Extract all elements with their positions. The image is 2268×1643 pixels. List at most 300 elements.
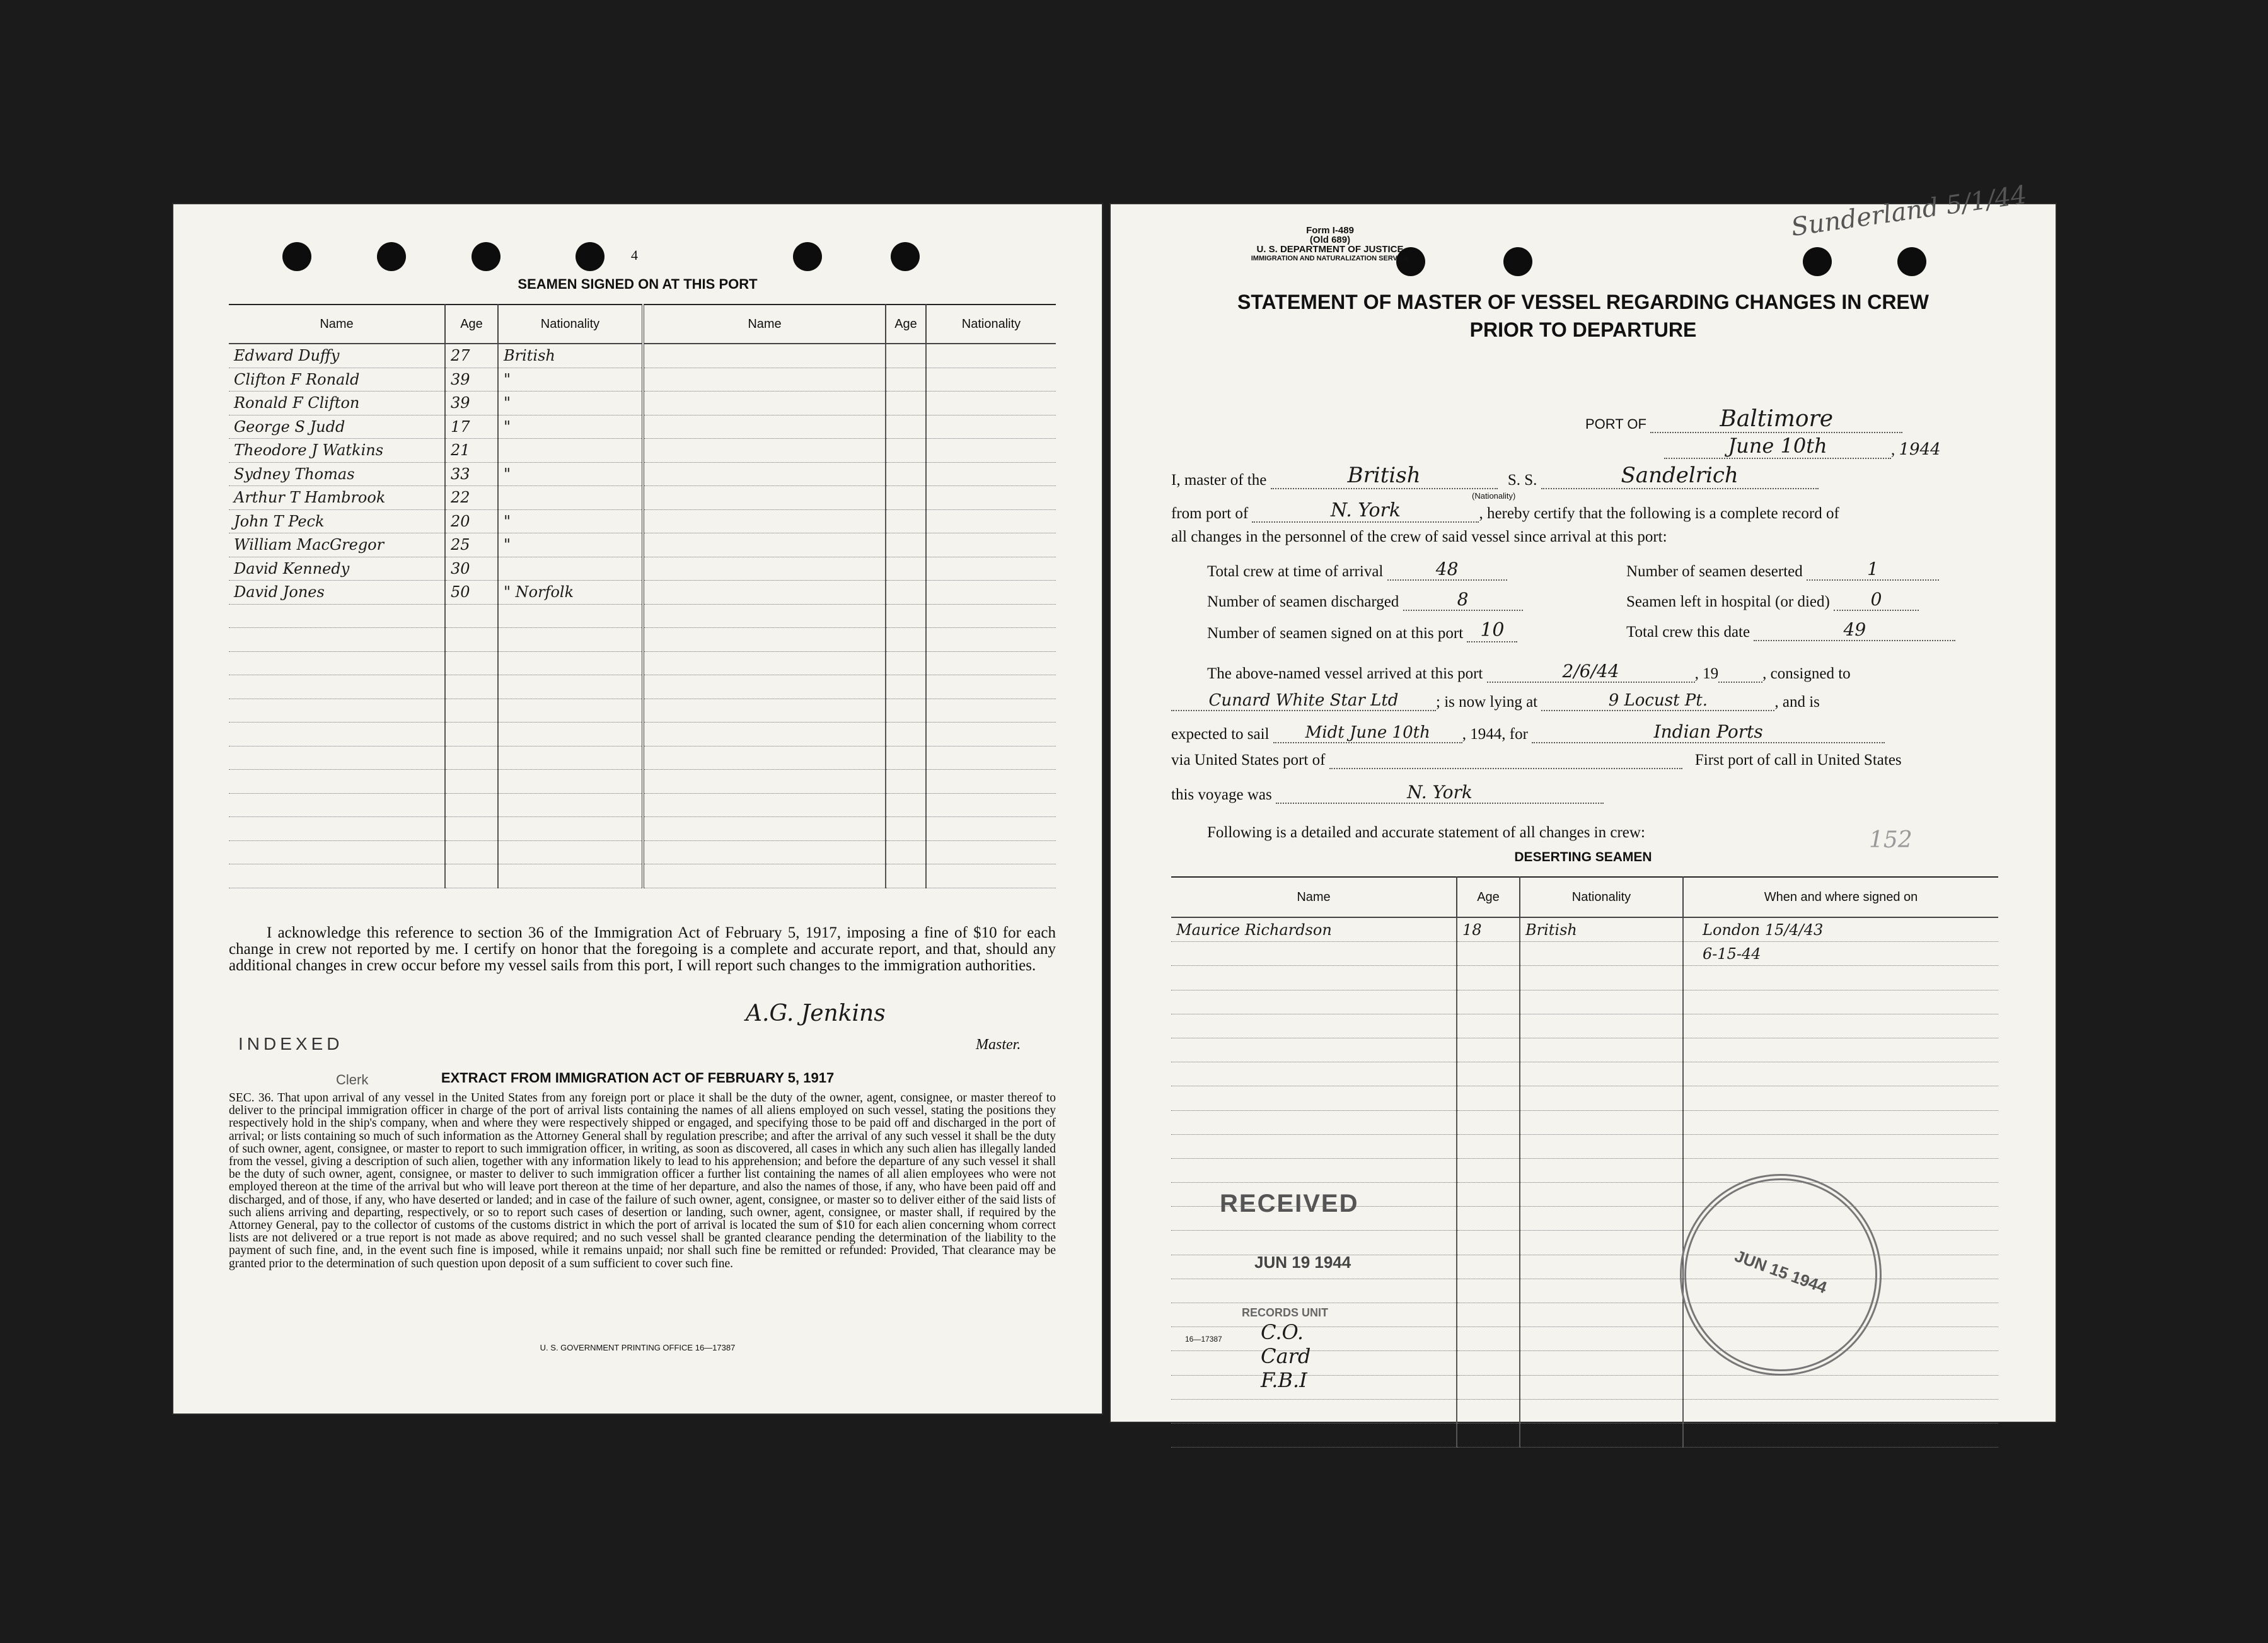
lying-value: 9 Locust Pt. xyxy=(1541,691,1774,711)
total-crew-arrival-label: Total crew at time of arrival xyxy=(1207,563,1384,580)
name-cell: Arthur T Hambrook xyxy=(229,486,445,510)
date-row: June 10th , 1944 xyxy=(1664,434,1941,459)
table-row xyxy=(229,675,1056,699)
name-cell xyxy=(643,604,886,628)
age-cell xyxy=(886,557,926,581)
table-row xyxy=(229,746,1056,770)
table-row xyxy=(1171,942,1998,966)
punch-hole xyxy=(793,242,822,271)
crew-rows xyxy=(229,344,1056,888)
age-cell xyxy=(886,699,926,723)
received-date: JUN 19 1944 xyxy=(1254,1253,1351,1272)
blank-line xyxy=(1718,682,1762,683)
nationality-cell xyxy=(1520,1255,1683,1279)
nationality-cell xyxy=(498,817,643,841)
destination-value: Indian Ports xyxy=(1532,721,1885,743)
total-crew-date-value: 49 xyxy=(1754,619,1955,641)
expected-year: , 1944, for xyxy=(1462,726,1528,743)
table-row xyxy=(1171,1110,1998,1134)
nationality-cell xyxy=(926,462,1056,486)
column-header: Nationality xyxy=(1520,877,1683,917)
name-cell xyxy=(643,439,886,463)
year-value: 1944 xyxy=(1899,440,1941,459)
age-cell xyxy=(886,864,926,888)
nationality-cell xyxy=(498,746,643,770)
table-row xyxy=(229,533,1056,557)
table-row xyxy=(229,486,1056,510)
table-row xyxy=(229,392,1056,415)
signed-cell xyxy=(1683,1375,1998,1399)
age-cell xyxy=(886,486,926,510)
age-cell: 30 xyxy=(445,557,498,581)
consigned-label: , consigned to xyxy=(1762,665,1851,682)
expected-label: expected to sail xyxy=(1171,726,1270,743)
name-cell xyxy=(643,509,886,533)
age-cell xyxy=(445,793,498,817)
punch-hole xyxy=(377,242,406,271)
nationality-cell xyxy=(1520,1038,1683,1062)
nationality-cell xyxy=(926,439,1056,463)
name-cell xyxy=(1171,1110,1457,1134)
lying-label: ; is now lying at xyxy=(1436,694,1538,711)
nationality-cell: " Norfolk xyxy=(498,581,643,605)
nationality-cell xyxy=(926,509,1056,533)
nationality-cell xyxy=(926,770,1056,794)
nationality-cell xyxy=(1520,1351,1683,1375)
via-row xyxy=(1171,752,1902,769)
routing-note: Card xyxy=(1261,1344,1311,1368)
deserted-label: Number of seamen deserted xyxy=(1626,563,1803,580)
hospital-label: Seamen left in hospital (or died) xyxy=(1626,593,1830,610)
name-cell xyxy=(643,746,886,770)
margin-number: 152 xyxy=(1869,827,1912,853)
name-cell xyxy=(229,628,445,652)
name-cell xyxy=(1171,1399,1457,1423)
department: U. S. DEPARTMENT OF JUSTICE xyxy=(1256,244,1404,255)
age-cell xyxy=(886,770,926,794)
form-title-line2: PRIOR TO DEPARTURE xyxy=(1469,318,1697,341)
name-cell xyxy=(1171,966,1457,990)
nationality-cell xyxy=(926,344,1056,368)
nationality-cell xyxy=(1520,1303,1683,1327)
nationality-cell: " xyxy=(498,415,643,439)
table-row xyxy=(1171,1038,1998,1062)
nationality-cell xyxy=(1520,1062,1683,1086)
name-cell xyxy=(1171,1423,1457,1447)
nationality-cell xyxy=(498,439,643,463)
table-row xyxy=(229,415,1056,439)
name-cell xyxy=(643,415,886,439)
age-cell: 25 xyxy=(445,533,498,557)
age-cell xyxy=(886,415,926,439)
nationality-cell xyxy=(1520,1231,1683,1255)
nationality-cell xyxy=(926,675,1056,699)
name-cell xyxy=(229,864,445,888)
nationality-cell xyxy=(926,864,1056,888)
age-cell xyxy=(445,604,498,628)
name-cell xyxy=(643,486,886,510)
ship-value: Sandelrich xyxy=(1541,463,1819,489)
age-cell xyxy=(445,675,498,699)
table-row xyxy=(1171,1062,1998,1086)
nationality-cell xyxy=(926,604,1056,628)
signed-on-label: Number of seamen signed on at this port xyxy=(1207,625,1464,642)
table-row xyxy=(229,770,1056,794)
received-stamp: RECEIVED xyxy=(1220,1190,1359,1217)
nationality-caption: (Nationality) xyxy=(1472,491,1516,501)
table-row xyxy=(1171,990,1998,1014)
voyage-row xyxy=(1171,782,1604,804)
age-cell xyxy=(1457,1255,1520,1279)
name-cell xyxy=(229,699,445,723)
name-cell xyxy=(643,581,886,605)
punch-hole xyxy=(891,242,920,271)
name-cell xyxy=(229,840,445,864)
port-value: Baltimore xyxy=(1650,406,1902,433)
form-header xyxy=(1248,226,1412,264)
indexed-stamp: INDEXED xyxy=(238,1034,344,1054)
name-cell xyxy=(229,675,445,699)
name-cell xyxy=(1171,1086,1457,1110)
nationality-cell xyxy=(926,840,1056,864)
name-cell: John T Peck xyxy=(229,509,445,533)
age-cell xyxy=(1457,1399,1520,1423)
punch-hole xyxy=(576,242,605,271)
nationality-cell xyxy=(926,533,1056,557)
table-row xyxy=(1171,1014,1998,1038)
signed-on-value: 10 xyxy=(1467,619,1517,642)
name-cell xyxy=(643,462,886,486)
total-crew-date xyxy=(1626,619,1955,641)
name-cell xyxy=(643,817,886,841)
age-cell xyxy=(886,675,926,699)
deserted-count xyxy=(1626,559,1939,581)
age-cell: 22 xyxy=(445,486,498,510)
table-row xyxy=(1171,917,1998,942)
name-cell: Maurice Richardson xyxy=(1171,917,1457,942)
age-cell: 33 xyxy=(445,462,498,486)
expected-value: Midt June 10th xyxy=(1273,723,1462,743)
name-cell: Ronald F Clifton xyxy=(229,392,445,415)
age-cell: 17 xyxy=(445,415,498,439)
ss-label: S. S. xyxy=(1507,472,1537,489)
column-header: Nationality xyxy=(498,305,643,344)
port-row xyxy=(1585,406,1902,433)
name-cell xyxy=(229,723,445,746)
table-row xyxy=(229,368,1056,392)
age-cell xyxy=(1457,1038,1520,1062)
age-cell xyxy=(1457,942,1520,966)
following-text: Following is a detailed and accurate statement of all changes in crew: xyxy=(1207,824,1645,841)
form-old: (Old 689) xyxy=(1309,235,1351,245)
age-cell: 39 xyxy=(445,392,498,415)
age-cell xyxy=(1457,1086,1520,1110)
name-cell xyxy=(643,533,886,557)
nationality-cell xyxy=(1520,966,1683,990)
name-cell: Theodore J Watkins xyxy=(229,439,445,463)
name-cell xyxy=(643,628,886,652)
name-cell xyxy=(643,392,886,415)
via-label: via United States port of xyxy=(1171,752,1326,769)
signed-cell xyxy=(1683,1086,1998,1110)
name-cell xyxy=(229,793,445,817)
column-header: Age xyxy=(1457,877,1520,917)
signed-cell xyxy=(1683,1423,1998,1447)
age-cell xyxy=(886,509,926,533)
nationality-cell xyxy=(498,770,643,794)
name-cell: Clifton F Ronald xyxy=(229,368,445,392)
age-cell xyxy=(1457,1423,1520,1447)
round-stamp xyxy=(1680,1174,1882,1376)
from-port-value: N. York xyxy=(1252,499,1479,523)
name-cell: George S Judd xyxy=(229,415,445,439)
age-cell xyxy=(886,344,926,368)
age-cell xyxy=(886,439,926,463)
master-of-label: I, master of the xyxy=(1171,472,1267,489)
table-row xyxy=(229,557,1056,581)
nationality-cell xyxy=(1520,1158,1683,1182)
name-cell xyxy=(229,604,445,628)
form-number: Form I-489 xyxy=(1306,225,1354,236)
page-number: 4 xyxy=(631,247,638,263)
signed-cell xyxy=(1683,1158,1998,1182)
age-cell xyxy=(886,392,926,415)
age-cell: 39 xyxy=(445,368,498,392)
age-cell xyxy=(1457,1014,1520,1038)
punch-hole xyxy=(472,242,500,271)
nationality-cell xyxy=(1520,1134,1683,1158)
routing-note: C.O. xyxy=(1261,1320,1304,1344)
nationality-cell xyxy=(498,699,643,723)
age-cell xyxy=(1457,966,1520,990)
table-row xyxy=(1171,1158,1998,1182)
table-row xyxy=(229,817,1056,841)
nationality-cell xyxy=(498,864,643,888)
nationality-cell: " xyxy=(498,533,643,557)
arrived-row xyxy=(1207,661,1851,683)
form-title-line1: STATEMENT OF MASTER OF VESSEL REGARDING CHANGES IN CREW xyxy=(1237,291,1929,313)
signed-cell xyxy=(1683,1134,1998,1158)
printing-office: U. S. GOVERNMENT PRINTING OFFICE 16—17387 xyxy=(540,1343,736,1352)
nationality-cell xyxy=(1520,1207,1683,1231)
routing-notes xyxy=(1261,1320,1310,1392)
discharged-value: 8 xyxy=(1403,589,1523,611)
name-cell xyxy=(643,675,886,699)
name-cell xyxy=(1171,1038,1457,1062)
age-cell: 18 xyxy=(1457,917,1520,942)
nationality-cell xyxy=(1520,1423,1683,1447)
table-row xyxy=(229,699,1056,723)
nationality-cell xyxy=(1520,1014,1683,1038)
age-cell xyxy=(445,746,498,770)
hospital-count xyxy=(1626,589,1919,611)
voyage-label: this voyage was xyxy=(1171,786,1272,803)
age-cell xyxy=(1457,1279,1520,1303)
nationality-cell: British xyxy=(498,344,643,368)
table-row xyxy=(229,651,1056,675)
nationality-cell: " xyxy=(498,368,643,392)
master-signature: A.G. Jenkins xyxy=(746,1001,886,1026)
age-cell xyxy=(886,628,926,652)
nationality-cell: " xyxy=(498,392,643,415)
nationality-cell xyxy=(498,628,643,652)
nationality-cell xyxy=(1520,1110,1683,1134)
certify-text: , hereby certify that the following is a complete record of xyxy=(1479,505,1839,522)
nationality-cell xyxy=(1520,942,1683,966)
name-cell xyxy=(229,817,445,841)
signed-on-count xyxy=(1207,619,1517,642)
age-cell xyxy=(445,840,498,864)
nationality-cell: " xyxy=(498,509,643,533)
name-cell xyxy=(1171,1279,1457,1303)
age-cell xyxy=(886,840,926,864)
nationality-cell xyxy=(1520,1086,1683,1110)
name-cell xyxy=(643,651,886,675)
first-port-label: First port of call in United States xyxy=(1694,752,1902,769)
age-cell xyxy=(1457,1351,1520,1375)
arrived-value: 2/6/44 xyxy=(1487,661,1695,683)
crew-signed-on-table xyxy=(229,304,1056,888)
name-cell: Edward Duffy xyxy=(229,344,445,368)
punch-hole xyxy=(1503,247,1532,276)
from-port-row xyxy=(1171,499,1839,523)
name-cell xyxy=(643,770,886,794)
age-cell xyxy=(886,746,926,770)
age-cell xyxy=(1457,990,1520,1014)
column-header: Name xyxy=(229,305,445,344)
punch-hole xyxy=(282,242,311,271)
nationality-cell xyxy=(498,840,643,864)
name-cell xyxy=(643,793,886,817)
age-cell xyxy=(886,817,926,841)
age-cell xyxy=(445,817,498,841)
age-cell xyxy=(1457,1183,1520,1207)
left-page xyxy=(172,203,1103,1415)
age-cell: 20 xyxy=(445,509,498,533)
name-cell xyxy=(643,557,886,581)
name-cell: David Jones xyxy=(229,581,445,605)
name-cell xyxy=(643,864,886,888)
routing-note: F.B.I xyxy=(1261,1368,1307,1392)
table-row xyxy=(1171,1399,1998,1423)
name-cell xyxy=(1171,1351,1457,1375)
table-row xyxy=(229,864,1056,888)
age-cell xyxy=(1457,1231,1520,1255)
total-crew-date-label: Total crew this date xyxy=(1626,624,1750,641)
nationality-cell xyxy=(926,486,1056,510)
nationality-cell xyxy=(926,368,1056,392)
expected-row xyxy=(1171,721,1885,743)
name-cell xyxy=(1171,1231,1457,1255)
nationality-cell xyxy=(926,746,1056,770)
voyage-value: N. York xyxy=(1276,782,1604,804)
right-page xyxy=(1109,180,2057,1423)
name-cell xyxy=(1171,1014,1457,1038)
age-cell xyxy=(886,651,926,675)
signed-cell xyxy=(1683,966,1998,990)
form-title xyxy=(1109,288,2057,344)
table-row xyxy=(229,462,1056,486)
nationality-cell xyxy=(926,415,1056,439)
table-row xyxy=(229,581,1056,605)
column-header: When and where signed on xyxy=(1683,877,1998,917)
age-cell xyxy=(1457,1158,1520,1182)
nationality-cell xyxy=(1520,990,1683,1014)
all-changes-text: all changes in the personnel of the crew of said vessel since arrival at this port: xyxy=(1171,528,1667,545)
port-label: PORT OF xyxy=(1585,416,1646,432)
deserted-value: 1 xyxy=(1807,559,1939,581)
table-row xyxy=(1171,1086,1998,1110)
hospital-value: 0 xyxy=(1834,589,1919,611)
name-cell xyxy=(643,344,886,368)
name-cell xyxy=(1171,1375,1457,1399)
discharged-label: Number of seamen discharged xyxy=(1207,593,1399,610)
table-row xyxy=(229,723,1056,746)
age-cell xyxy=(1457,1207,1520,1231)
nationality-cell xyxy=(1520,1183,1683,1207)
name-cell: David Kennedy xyxy=(229,557,445,581)
age-cell xyxy=(445,651,498,675)
nationality-cell xyxy=(926,651,1056,675)
age-cell xyxy=(445,699,498,723)
age-cell xyxy=(445,770,498,794)
column-header: Name xyxy=(643,305,886,344)
age-cell xyxy=(1457,1134,1520,1158)
nationality-cell xyxy=(1520,1327,1683,1351)
extract-text: SEC. 36. That upon arrival of any vessel in the United States from any foreign port or place it shall be the duty of the owner, agent, consignee, or master thereof to deliver to the principal immigration officer in charge of the port of arrival lists containing the names of all aliens employed on such vessel, stating the positions they respectively hold in the ship's company, when and where they were respectively shipped or engaged, and specifying those to be paid off and discharged in the port of arrival; or lists containing so much of such information as the Attorney General shall by regulation prescribe; and after the arrival of any such vessel it shall be the duty of such owner, agent, consignee, or master to report to such immigration officer, in writing, as soon as discovered, all cases in which any such alien has illegally landed from the vessel, giving a description of such alien, together with any information likely to lead to his apprehension; and before the departure of any such vessel it shall be the duty of such owner, agent, consignee, or master to deliver to such immigration officer a further list containing the names of all alien employees who were not employed thereon at the time of the arrival but who will leave port thereon at the time of her departure, and also the names of those, if any, who have been paid off and discharged, and of those, if any, who have deserted or landed; and in case of the failure of such owner, agent, consignee, or master so to deliver either of the said lists of such aliens arriving and departing, respectively, or so to report such cases of desertion or landing, such owner, agent, consignee, or master shall, if required by the Attorney General, pay to the collector of customs of the customs district in which the port of arrival is located the sum of $10 for each alien concerning whom correct lists are not delivered or a true report is not made as above required; and no such vessel shall be granted clearance pending the determination of the liability to the payment of such fine, and, in the event such fine is imposed, while it remains unpaid; nor shall such fine be remitted or refunded: Provided, That clearance may be granted prior to the determination of such question upon deposit of a sum sufficient to cover such fine. xyxy=(229,1091,1056,1270)
name-cell xyxy=(229,770,445,794)
name-cell xyxy=(643,840,886,864)
age-cell xyxy=(445,864,498,888)
acknowledgement-text: I acknowledge this reference to section 36 of the Immigration Act of February 5, 1917, imposing a fine of $10 for each change in crew not reported by me. I certify on honor that the foregoing is a complete and accurate report, and that, should any additional changes in crew occur before my vessel sails from this port, I will report such changes to the immigration authorities. xyxy=(229,924,1056,974)
punch-hole xyxy=(1897,247,1926,276)
nationality-cell xyxy=(498,675,643,699)
age-cell xyxy=(886,462,926,486)
table-row xyxy=(1171,966,1998,990)
age-cell: 21 xyxy=(445,439,498,463)
age-cell xyxy=(1457,1303,1520,1327)
age-cell xyxy=(1457,1375,1520,1399)
age-cell xyxy=(886,581,926,605)
service: IMMIGRATION AND NATURALIZATION SERVICE xyxy=(1251,255,1409,262)
deserting-title: DESERTING SEAMEN xyxy=(1514,850,1652,864)
nationality-value: British xyxy=(1271,463,1498,489)
name-cell xyxy=(229,746,445,770)
corner-note: Sunderland 5/1/44 xyxy=(1789,180,2029,242)
signed-cell xyxy=(1683,990,1998,1014)
nationality-cell xyxy=(926,817,1056,841)
round-stamp-date: JUN 15 1944 xyxy=(1732,1246,1830,1298)
nationality-cell xyxy=(926,723,1056,746)
nationality-cell xyxy=(926,699,1056,723)
nationality-cell xyxy=(926,392,1056,415)
consignee-value: Cunard White Star Ltd xyxy=(1171,691,1436,711)
via-value-blank xyxy=(1329,768,1682,769)
nationality-cell xyxy=(498,723,643,746)
column-header: Age xyxy=(886,305,926,344)
age-cell xyxy=(1457,1327,1520,1351)
name-cell xyxy=(229,651,445,675)
nationality-cell xyxy=(498,557,643,581)
name-cell: Sydney Thomas xyxy=(229,462,445,486)
name-cell: William MacGregor xyxy=(229,533,445,557)
footer-code: 16—17387 xyxy=(1185,1335,1222,1344)
table-row xyxy=(229,509,1056,533)
total-crew-arrival-value: 48 xyxy=(1387,559,1507,581)
name-cell xyxy=(1171,1158,1457,1182)
table-row xyxy=(1171,1134,1998,1158)
signed-cell: 6-15-44 xyxy=(1683,942,1998,966)
